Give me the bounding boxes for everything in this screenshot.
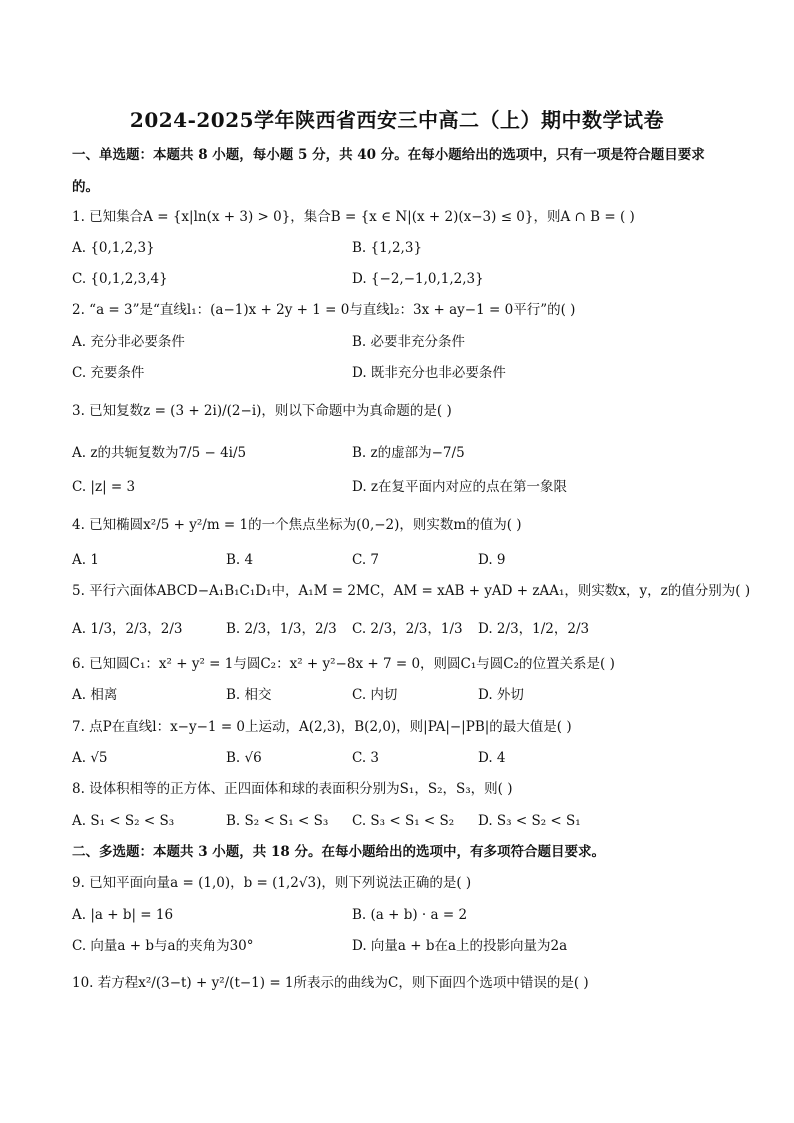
section1-heading-cont: 的。: [72, 179, 99, 195]
question-6-option-c: C. 内切: [352, 687, 398, 703]
question-7-option-b: B. √6: [226, 750, 262, 766]
question-2-stem: 2. “a = 3”是“直线l₁：(a−1)x + 2y + 1 = 0与直线l₂：3x + ay−1 = 0平行”的( ): [72, 302, 576, 318]
question-9-option-a: A. |a + b| = 16: [72, 907, 174, 923]
page-title: 2024-2025学年陕西省西安三中高二（上）期中数学试卷: [129, 108, 665, 132]
question-2-option-c: C. 充要条件: [72, 365, 145, 381]
question-5-stem: 5. 平行六面体ABCD−A₁B₁C₁D₁中，A₁M = 2MC，AM = xAB + yAD + zAA₁，则实数x，y，z的值分别为( ): [72, 583, 751, 599]
question-5-option-a: A. 1/3，2/3，2/3: [72, 621, 183, 637]
question-7-option-a: A. √5: [72, 750, 108, 766]
question-4-option-c: C. 7: [352, 552, 380, 568]
question-7-option-c: C. 3: [352, 750, 380, 766]
question-8-option-a: A. S₁ < S₂ < S₃: [72, 813, 175, 829]
question-9-option-b: B. (a + b) · a = 2: [352, 907, 468, 923]
question-3-option-d: D. z在复平面内对应的点在第一象限: [352, 479, 568, 495]
question-5-option-d: D. 2/3，1/2，2/3: [478, 621, 590, 637]
question-10-stem: 10. 若方程x²/(3−t) + y²/(t−1) = 1所表示的曲线为C，则下面四个选项中错误的是( ): [72, 975, 589, 991]
question-9-option-d: D. 向量a + b在a上的投影向量为2a: [352, 938, 568, 954]
question-1-option-c: C. {0,1,2,3,4}: [72, 271, 168, 287]
question-1-option-b: B. {1,2,3}: [352, 240, 423, 256]
question-2-option-a: A. 充分非必要条件: [72, 334, 185, 350]
question-9-option-c: C. 向量a + b与a的夹角为30°: [72, 938, 254, 954]
question-3-option-c: C. |z| = 3: [72, 479, 136, 495]
question-3-option-b: B. z的虚部为−7/5: [352, 445, 465, 461]
question-1-option-a: A. {0,1,2,3}: [72, 240, 155, 256]
question-4-option-b: B. 4: [226, 552, 254, 568]
question-8-option-b: B. S₂ < S₁ < S₃: [226, 813, 329, 829]
section2-heading: 二、多选题：本题共 3 小题，共 18 分。在每小题给出的选项中，有多项符合题目要求。: [72, 844, 605, 860]
question-9-stem: 9. 已知平面向量a = (1,0)，b = (1,2√3)，则下列说法正确的是( ): [72, 875, 472, 891]
question-4-stem: 4. 已知椭圆x²/5 + y²/m = 1的一个焦点坐标为(0,−2)，则实数m的值为( ): [72, 517, 522, 533]
question-7-option-d: D. 4: [478, 750, 506, 766]
question-2-option-b: B. 必要非充分条件: [352, 334, 466, 350]
question-4-option-a: A. 1: [72, 552, 99, 568]
question-5-option-b: B. 2/3，1/3，2/3: [226, 621, 337, 637]
question-3-option-a: A. z的共轭复数为7/5 − 4i/5: [72, 445, 247, 461]
question-6-option-a: A. 相离: [72, 687, 118, 703]
question-6-stem: 6. 已知圆C₁：x² + y² = 1与圆C₂：x² + y²−8x + 7 = 0，则圆C₁与圆C₂的位置关系是( ): [72, 656, 615, 672]
question-4-option-d: D. 9: [478, 552, 506, 568]
question-1-option-d: D. {−2,−1,0,1,2,3}: [352, 271, 484, 287]
question-7-stem: 7. 点P在直线l：x−y−1 = 0上运动，A(2,3)，B(2,0)，则|PA|−|PB|的最大值是( ): [72, 719, 572, 735]
question-8-option-d: D. S₃ < S₂ < S₁: [478, 813, 581, 829]
question-8-option-c: C. S₃ < S₁ < S₂: [352, 813, 455, 829]
question-1-stem: 1. 已知集合A = {x|ln(x + 3) > 0}，集合B = {x ∈ N|(x + 2)(x−3) ≤ 0}，则A ∩ B = ( ): [72, 209, 635, 225]
question-6-option-d: D. 外切: [478, 687, 524, 703]
question-6-option-b: B. 相交: [226, 687, 272, 703]
question-8-stem: 8. 设体积相等的正方体、正四面体和球的表面积分别为S₁，S₂，S₃，则( ): [72, 781, 513, 797]
question-2-option-d: D. 既非充分也非必要条件: [352, 365, 506, 381]
section1-heading: 一、单选题：本题共 8 小题，每小题 5 分，共 40 分。在每小题给出的选项中，只有一项是符合题目要求: [72, 147, 705, 163]
question-3-stem: 3. 已知复数z = (3 + 2i)/(2−i)，则以下命题中为真命题的是( ): [72, 403, 452, 419]
question-5-option-c: C. 2/3，2/3，1/3: [352, 621, 463, 637]
